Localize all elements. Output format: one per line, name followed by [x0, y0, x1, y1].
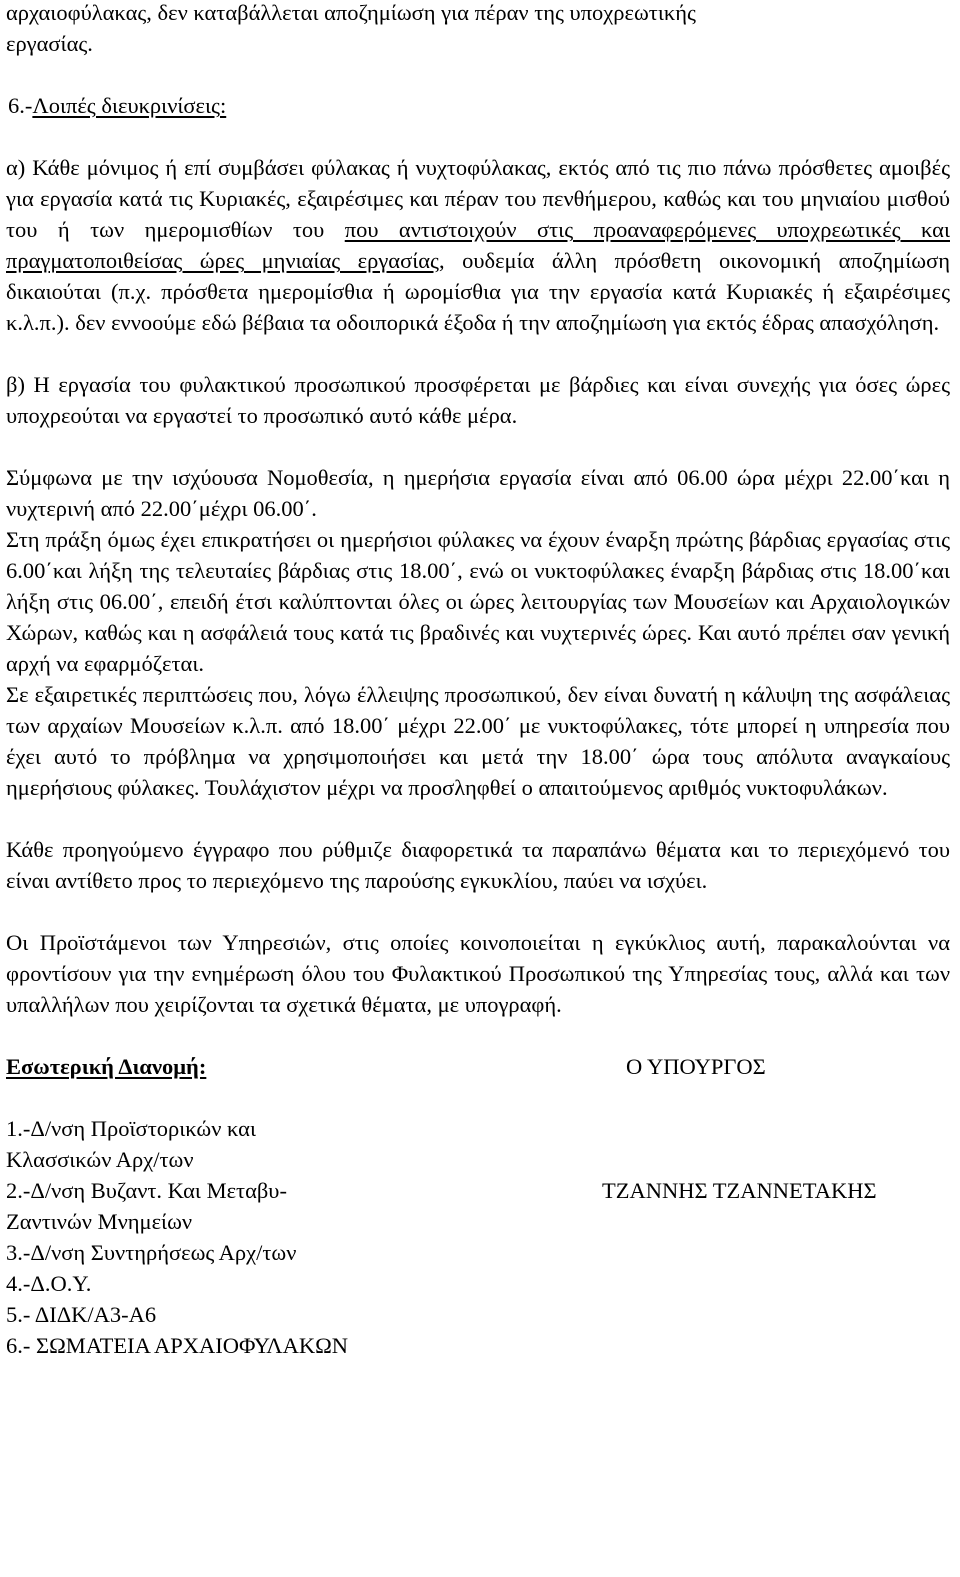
paragraph-alpha: α) Κάθε μόνιμος ή επί συμβάσει φύλακας ή νυχτοφύλακας, εκτός από τις πιο πάνω πρόσθετες αμοιβές για εργασία κατά τις Κυριακές, εξαιρέσιμες και πέραν του πενθήμερου, καθώς και του μηνιαίου μισθού του ή των ημερομισθίων του που αντιστοιχούν στις προαναφερόμενες υποχρεωτικές και πραγματοποιθείσας ώρες μηνιαίας εργασίας, ουδεμία άλλη πρόσθετη οικονομική αποζημίωση δικαιούται (π.χ. πρόσθετα ημερομίσθια ή ωρομίσθια για την εργασία κατά Κυριακές ή εξαιρέσιμες κ.λ.π.). δεν εννοούμε εδώ βέβαια τα οδοιπορικά έξοδα ή την αποζημίωση για εκτός έδρας απασχόληση. — [6, 155, 950, 335]
distribution-signature-block — [6, 1051, 950, 1361]
paragraph-exceptions: Σε εξαιρετικές περιπτώσεις που, λόγω έλλειψης προσωπικού, δεν είναι δυνατή η κάλυψη της ασφάλειας των αρχαίων Μουσείων κ.λ.π. από 18.00΄ μέχρι 22.00΄ με νυκτοφύλακες, τότε μπορεί η υπηρεσία που έχει αυτό το πρόβλημα να χρησιμοποιήσει και μετά την 18.00΄ ώρα τους απόλυτα αναγκαίους ημερήσιους φύλακες. Τουλάχιστον μέχρι να προσληφθεί ο απαιτούμενος αριθμός νυκτοφυλάκων. — [6, 682, 950, 800]
distribution-item: 5.- ΔΙΔΚ/Α3-Α6 — [6, 1302, 157, 1327]
signature-block — [602, 1051, 950, 1361]
distribution-item: Κλασσικών Αρχ/των — [6, 1147, 194, 1172]
paragraph-practice: Στη πράξη όμως έχει επικρατήσει οι ημερήσιοι φύλακες να έχουν έναρξη πρώτης βάρδιας εργασίας στις 6.00΄και λήξη της τελευταίες βάρδιας στις 18.00΄, ενώ οι νυκτοφύλακες έναρξη βάρδιας στις 18.00΄και λήξη στις 06.00΄, επειδή έτσι καλύπτονται όλες οι ώρες λειτουργίας των Μουσείων και Αρχαιολογικών Χώρων, καθώς και η ασφάλειά τους κατά τις βραδινές και νυχτερινές ώρες. Και αυτό πρέπει σαν γενική αρχή να εφαρμόζεται. — [6, 527, 950, 676]
paragraph-beta: β) Η εργασία του φυλακτικού προσωπικού προσφέρεται με βάρδιες και είναι συνεχής για όσες ώρες υποχρεούται να εργαστεί το προσωπικό αυτό κάθε μέρα. — [6, 372, 950, 428]
distribution-item: 6.- ΣΩΜΑΤΕΙΑ ΑΡΧΑΙΟΦΥΛΑΚΩΝ — [6, 1333, 349, 1358]
signature-name: ΤΖΑΝΝΗΣ ΤΖΑΝΝΕΤΑΚΗΣ — [602, 1178, 877, 1203]
paragraph-legislation: Σύμφωνα με την ισχύουσα Νομοθεσία, η ημερήσια εργασία είναι από 06.00 ώρα μέχρι 22.00΄και η νυχτερινή από 22.00΄μέχρι 06.00΄. — [6, 465, 950, 521]
intro-paragraph: αρχαιοφύλακας, δεν καταβάλλεται αποζημίωση για πέραν της υποχρεωτικής εργασίας. — [6, 0, 696, 56]
distribution-item: 4.-Δ.Ο.Υ. — [6, 1271, 92, 1296]
distribution-list — [6, 1051, 606, 1361]
paragraph-heads-of-services: Οι Προϊστάμενοι των Υπηρεσιών, στις οποίες κοινοποιείται η εγκύκλιος αυτή, παρακαλούνται να φροντίσουν για την ενημέρωση όλου του Φυλακτικού Προσωπικού της Υπηρεσίας τους, αλλά και των υπαλλήλων που χειρίζονται τα σχετικά θέματα, με υπογραφή. — [6, 930, 950, 1017]
document-page — [6, 0, 950, 1361]
signature-title: Ο ΥΠΟΥΡΓΟΣ — [626, 1054, 766, 1079]
distribution-item: 2.-Δ/νση Βυζαντ. Και Μεταβυ- — [6, 1178, 287, 1203]
distribution-item: 1.-Δ/νση Προϊστορικών και — [6, 1116, 256, 1141]
distribution-heading: Εσωτερική Διανομή: — [6, 1054, 207, 1079]
distribution-item: Ζαντινών Μνημείων — [6, 1209, 193, 1234]
distribution-item: 3.-Δ/νση Συντηρήσεως Αρχ/των — [6, 1240, 297, 1265]
paragraph-previous-documents: Κάθε προηγούμενο έγγραφο που ρύθμιζε διαφορετικά τα παραπάνω θέματα και το περιεχόμενό του είναι αντίθετο προς το περιεχόμενο της παρούσης εγκυκλίου, παύει να ισχύει. — [6, 837, 950, 893]
section-6-heading: 6.-Λοιπές διευκρινίσεις: — [8, 93, 227, 118]
